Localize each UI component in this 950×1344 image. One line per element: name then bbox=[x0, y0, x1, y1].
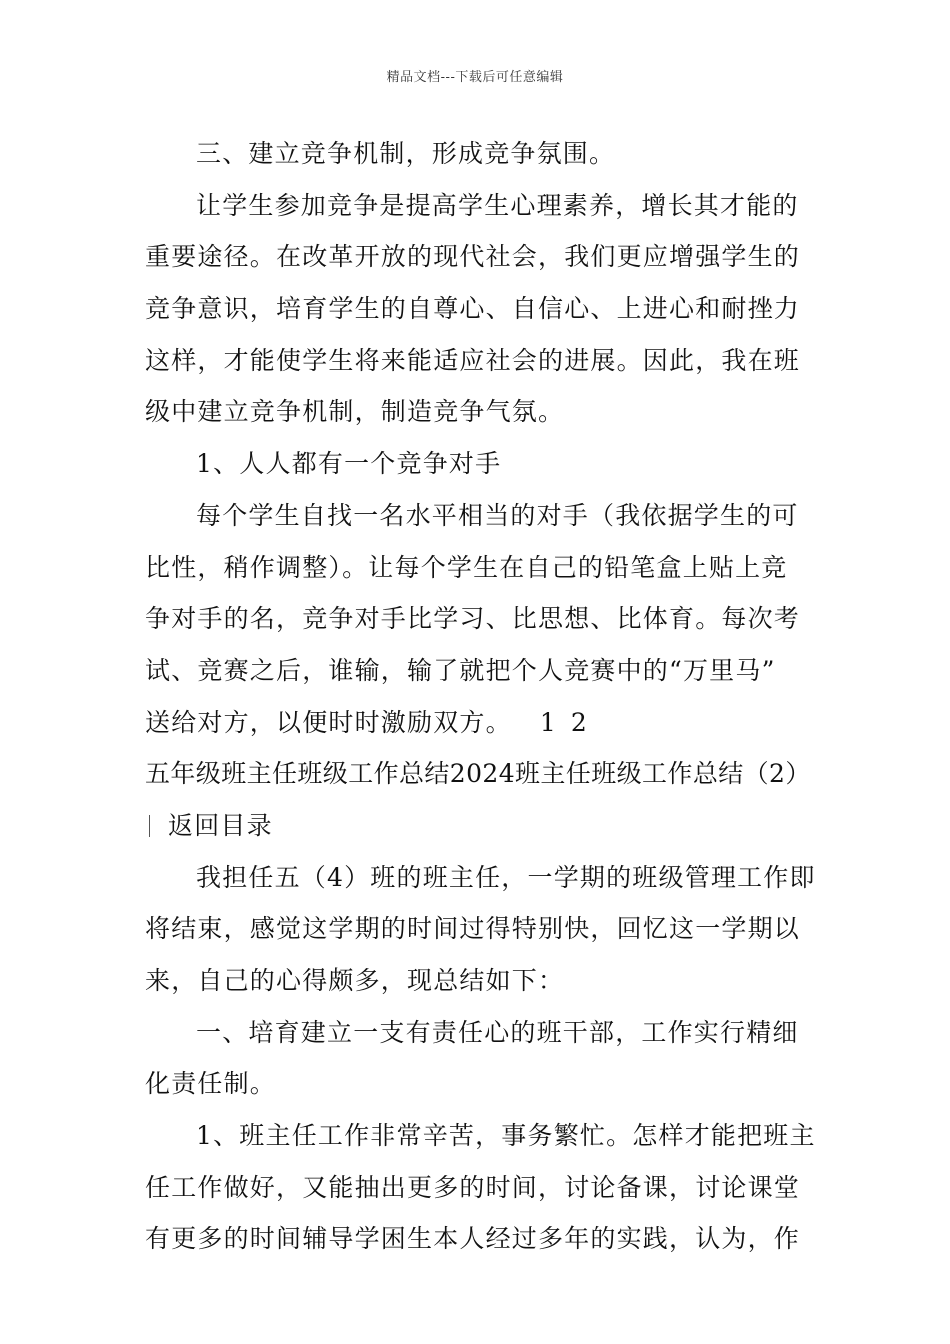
paragraph-line: 让学生参加竞争是提高学生心理素养，增长其才能的 bbox=[196, 190, 799, 220]
paragraph-text: 送给对方，以便时时激励双方。 bbox=[145, 707, 512, 737]
paragraph-line: 试、竞赛之后，谁输，输了就把个人竞赛中的“万里马” bbox=[145, 655, 776, 685]
paragraph-line: 比性，稍作调整）。让每个学生在自己的铅笔盒上贴上竞 bbox=[145, 552, 788, 582]
document-body bbox=[145, 128, 816, 1265]
page-link-2[interactable]: 2 bbox=[570, 707, 589, 737]
paragraph-line: 争对手的名，竞争对手比学习、比思想、比体育。每次考 bbox=[145, 604, 801, 634]
paragraph-line: 任工作做好，又能抽出更多的时间，讨论备课，讨论课堂 bbox=[145, 1172, 801, 1202]
page-header: 精品文档---下载后可任意编辑 bbox=[386, 70, 564, 85]
paragraph-line: 有更多的时间辅导学困生本人经过多年的实践，认为，作 bbox=[145, 1224, 801, 1254]
paragraph-line: 我担任五（4）班的班主任，一学期的班级管理工作即 bbox=[196, 862, 816, 892]
section-heading-cont: 化责任制。 bbox=[145, 1069, 277, 1099]
toc-nav bbox=[145, 800, 807, 852]
section-heading: 三、建立竞争机制，形成竞争氛围。 bbox=[196, 139, 616, 168]
paragraph-line: 每个学生自找一名水平相当的对手（我依据学生的可 bbox=[196, 500, 799, 530]
paragraph-line: 1、班主任工作非常辛苦，事务繁忙。怎样才能把班主 bbox=[196, 1121, 816, 1151]
paragraph-line: 竞争意识，培育学生的自尊心、自信心、上进心和耐挫力 bbox=[145, 294, 801, 324]
paragraph-line: 重要途径。在改革开放的现代社会，我们更应增强学生的 bbox=[145, 242, 801, 272]
article-title: 五年级班主任班级工作总结2024班主任班级工作总结（2） bbox=[145, 759, 811, 789]
paragraph-line: 来，自己的心得颇多，现总结如下： bbox=[145, 966, 565, 995]
paragraph-line: 将结束，感觉这学期的时间过得特别快，回忆这一学期以 bbox=[145, 914, 801, 944]
paragraph-line bbox=[145, 697, 807, 749]
item-heading: 1、人人都有一个竞争对手 bbox=[196, 449, 502, 479]
paragraph-line: 级中建立竞争机制，制造竞争气氛。 bbox=[145, 397, 565, 427]
page-link-1[interactable]: 1 bbox=[539, 707, 557, 737]
back-to-toc-link[interactable]: 返回目录 bbox=[168, 810, 273, 840]
paragraph-line: 这样，才能使学生将来能适应社会的进展。因此，我在班 bbox=[145, 345, 801, 375]
divider bbox=[149, 815, 150, 837]
section-heading: 一、培育建立一支有责任心的班干部，工作实行精细 bbox=[196, 1017, 799, 1047]
